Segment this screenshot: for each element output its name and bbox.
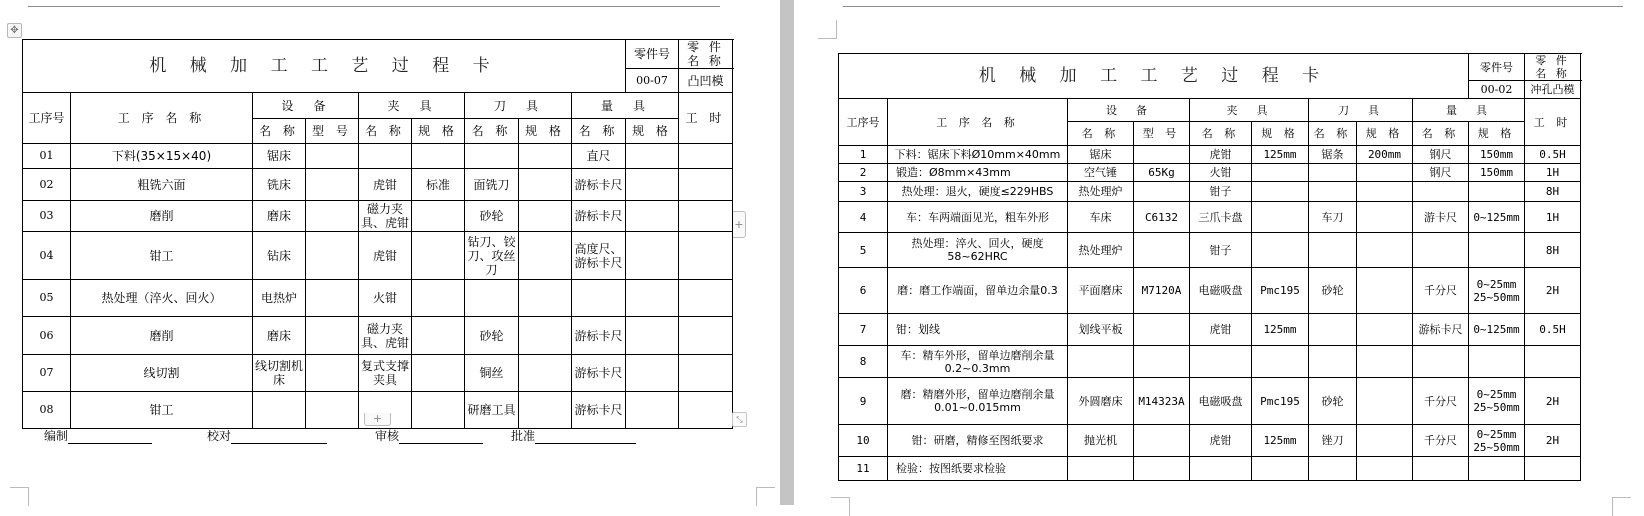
- cell-tl-spec: [519, 169, 572, 201]
- cell-step-no: 3: [839, 182, 888, 202]
- cell-gg-spec: [626, 201, 679, 232]
- cell-step-no: 7: [839, 314, 888, 346]
- cell-tl-spec: [519, 392, 572, 429]
- cell-fx-spec: [1252, 457, 1309, 481]
- cell-gg-spec: [1469, 233, 1525, 268]
- cell-eq-name: 磨床: [253, 201, 306, 232]
- cell-step-name: 热处理（淬火、回火）: [71, 280, 253, 317]
- signature-reviewed-label: 审核: [375, 429, 400, 443]
- cell-gg-spec: 0~25mm 25~50mm: [1469, 425, 1525, 457]
- cell-fx-name: 电磁吸盘: [1190, 378, 1252, 425]
- cell-eq-name: 钻床: [253, 232, 306, 280]
- table-row: [23, 169, 733, 201]
- cell-fx-spec: 125mm: [1252, 314, 1309, 346]
- cell-eq-model: 65Kg: [1134, 164, 1190, 182]
- cell-tl-name: 锉刀: [1309, 425, 1357, 457]
- cell-step-name: 热处理：退火，硬度≤229HBS: [888, 182, 1068, 202]
- cell-tl-spec: [1357, 182, 1413, 202]
- table-resize-icon[interactable]: ⤡: [732, 412, 747, 427]
- cell-gg-name: 钢尺: [1413, 146, 1469, 164]
- header-equipment: 设 备: [253, 93, 359, 119]
- part-no-value: 00-07: [626, 69, 679, 93]
- cell-hours: 8H: [1525, 233, 1581, 268]
- cell-eq-name: 空气锤: [1068, 164, 1134, 182]
- cell-fx-spec: 125mm: [1252, 425, 1309, 457]
- cell-gg-spec: 150mm: [1469, 164, 1525, 182]
- header-gg-name: 名 称: [1413, 122, 1469, 146]
- cell-eq-model: [1134, 425, 1190, 457]
- cell-step-name: 线切割: [71, 355, 253, 392]
- cell-fx-name: 磁力夹具、虎钳: [359, 317, 412, 355]
- cell-gg-name: 千分尺: [1413, 378, 1469, 425]
- cell-tl-name: 砂轮: [1309, 268, 1357, 314]
- cell-tl-name: 砂轮: [465, 317, 519, 355]
- cell-fx-name: [1190, 346, 1252, 378]
- cell-step-no: 1: [839, 146, 888, 164]
- cell-tl-spec: [1357, 346, 1413, 378]
- header-fx-name: 名 称: [1190, 122, 1252, 146]
- cell-eq-model: [306, 280, 359, 317]
- header-tl-name: 名 称: [1309, 122, 1357, 146]
- table-row: [23, 355, 733, 392]
- cell-tl-spec: [519, 355, 572, 392]
- cell-step-no: 03: [23, 201, 71, 232]
- cell-eq-model: [306, 355, 359, 392]
- cell-fx-name: 虎钳: [359, 169, 412, 201]
- cell-fx-name: 电磁吸盘: [1190, 268, 1252, 314]
- cell-hours: [679, 392, 733, 429]
- cell-gg-spec: [626, 280, 679, 317]
- cell-hours: [679, 280, 733, 317]
- cell-gg-name: 游标卡尺: [572, 317, 626, 355]
- cell-fx-name: 虎钳: [1190, 314, 1252, 346]
- cell-eq-model: M14323A: [1134, 378, 1190, 425]
- cell-gg-name: [1413, 182, 1469, 202]
- cell-eq-name: 划线平板: [1068, 314, 1134, 346]
- cell-tl-spec: [1357, 202, 1413, 233]
- part-no-value: 00-02: [1469, 81, 1525, 99]
- cell-tl-spec: [1357, 378, 1413, 425]
- table-row: [839, 425, 1581, 457]
- cell-eq-name: [1068, 346, 1134, 378]
- cell-eq-model: [306, 169, 359, 201]
- cell-gg-name: [1413, 346, 1469, 378]
- cell-eq-model: M7120A: [1134, 268, 1190, 314]
- cell-tl-name: [1309, 457, 1357, 481]
- cell-eq-model: [1134, 457, 1190, 481]
- table-row: [839, 202, 1581, 233]
- cell-hours: 2H: [1525, 425, 1581, 457]
- cell-eq-name: 电热炉: [253, 280, 306, 317]
- cell-step-no: 04: [23, 232, 71, 280]
- cell-fx-name: 钳子: [1190, 233, 1252, 268]
- cell-step-name: 钳：研磨，精修至图纸要求: [888, 425, 1068, 457]
- cell-tl-name: [1309, 233, 1357, 268]
- cell-hours: 8H: [1525, 182, 1581, 202]
- cell-eq-name: [253, 392, 306, 429]
- cell-step-no: 01: [23, 144, 71, 169]
- header-equipment: 设 备: [1068, 99, 1190, 122]
- header-tool: 刀 具: [465, 93, 572, 119]
- cell-hours: [679, 317, 733, 355]
- header-step-no: 工序号: [839, 99, 888, 146]
- cell-hours: 1H: [1525, 202, 1581, 233]
- page-separator: [780, 0, 794, 505]
- cell-gg-spec: [626, 232, 679, 280]
- cell-fx-name: 三爪卡盘: [1190, 202, 1252, 233]
- cell-step-no: 02: [23, 169, 71, 201]
- cell-fx-spec: 125mm: [1252, 146, 1309, 164]
- cell-gg-name: 钢尺: [1413, 164, 1469, 182]
- cell-eq-name: 磨床: [253, 317, 306, 355]
- part-no-label: 零件号: [626, 40, 679, 69]
- cell-tl-spec: [1357, 164, 1413, 182]
- cell-hours: 0.5H: [1525, 314, 1581, 346]
- cell-gg-name: 千分尺: [1413, 425, 1469, 457]
- cell-eq-model: [306, 144, 359, 169]
- cell-eq-model: [306, 232, 359, 280]
- cell-tl-name: [1309, 314, 1357, 346]
- cell-tl-name: 研磨工具: [465, 392, 519, 429]
- cell-hours: 2H: [1525, 378, 1581, 425]
- signature-approved: [511, 427, 636, 444]
- cell-gg-spec: 150mm: [1469, 146, 1525, 164]
- cell-tl-name: 锯条: [1309, 146, 1357, 164]
- cell-eq-name: 锯床: [1068, 146, 1134, 164]
- header-hours: 工 时: [1525, 99, 1581, 146]
- cell-step-name: 检验：按图纸要求检验: [888, 457, 1068, 481]
- signature-checked-label: 校对: [207, 429, 232, 443]
- cell-step-name: 钳工: [71, 232, 253, 280]
- cell-step-name: 粗铣六面: [71, 169, 253, 201]
- header-hours: 工 时: [679, 93, 733, 144]
- signature-prepared: [44, 427, 152, 444]
- cell-eq-model: [1134, 233, 1190, 268]
- cell-tl-spec: [519, 201, 572, 232]
- part-name-value: 凸凹模: [679, 69, 733, 93]
- header-gg-spec: 规 格: [626, 119, 679, 144]
- header-gg-name: 名 称: [572, 119, 626, 144]
- header-fixture: 夹 具: [1190, 99, 1309, 122]
- cell-fx-name: 火钳: [1190, 164, 1252, 182]
- signature-reviewed-line[interactable]: [399, 431, 483, 444]
- cell-fx-name: [359, 144, 412, 169]
- header-gauge: 量 具: [1413, 99, 1525, 122]
- cell-fx-name: 虎钳: [359, 232, 412, 280]
- cell-fx-name: 火钳: [359, 280, 412, 317]
- cell-eq-name: [1068, 457, 1134, 481]
- cell-gg-spec: [1469, 346, 1525, 378]
- cell-fx-spec: [412, 355, 465, 392]
- cell-gg-spec: [1469, 182, 1525, 202]
- cell-gg-spec: 0~25mm 25~50mm: [1469, 268, 1525, 314]
- header-fx-spec: 规 格: [1252, 122, 1309, 146]
- process-card-table-left: [22, 39, 733, 429]
- header-eq-name: 名 称: [253, 119, 306, 144]
- cell-fx-spec: [412, 201, 465, 232]
- cell-step-name: 钳工: [71, 392, 253, 429]
- cell-tl-name: 车刀: [1309, 202, 1357, 233]
- header-step-name: 工 序 名 称: [888, 99, 1068, 146]
- cell-gg-name: [1413, 233, 1469, 268]
- cell-step-no: 4: [839, 202, 888, 233]
- header-eq-name: 名 称: [1068, 122, 1134, 146]
- cell-step-name: 钳：划线: [888, 314, 1068, 346]
- table-row: [839, 378, 1581, 425]
- cell-tl-spec: [1357, 314, 1413, 346]
- cell-tl-spec: [519, 280, 572, 317]
- cell-gg-spec: [626, 317, 679, 355]
- cell-hours: [679, 201, 733, 232]
- cell-hours: [1525, 457, 1581, 481]
- part-name-label: 零 件 名 称: [679, 40, 733, 69]
- cell-fx-spec: [1252, 182, 1309, 202]
- margin-corner-mark: [831, 497, 850, 516]
- cell-hours: [679, 144, 733, 169]
- cell-tl-name: 钻刀、铰刀、攻丝刀: [465, 232, 519, 280]
- cell-eq-name: 锯床: [253, 144, 306, 169]
- cell-gg-spec: 0~125mm: [1469, 202, 1525, 233]
- header-step-no: 工序号: [23, 93, 71, 144]
- card-title: 机 械 加 工 工 艺 过 程 卡: [23, 40, 626, 93]
- process-card-table-right: [838, 53, 1581, 481]
- cell-hours: [679, 355, 733, 392]
- cell-eq-name: 车床: [1068, 202, 1134, 233]
- margin-corner-mark: [756, 487, 775, 506]
- margin-corner-mark: [10, 487, 29, 506]
- header-tl-spec: 规 格: [1357, 122, 1413, 146]
- cell-gg-name: 游标卡尺: [572, 169, 626, 201]
- cell-step-name: 车：精车外形，留单边磨削余量0.2~0.3mm: [888, 346, 1068, 378]
- cell-hours: [1525, 346, 1581, 378]
- cell-eq-name: 外圆磨床: [1068, 378, 1134, 425]
- cell-fx-spec: [412, 232, 465, 280]
- cell-gg-name: 高度尺、游标卡尺: [572, 232, 626, 280]
- cell-gg-name: 游标卡尺: [572, 201, 626, 232]
- cell-step-no: 9: [839, 378, 888, 425]
- cell-tl-spec: [519, 144, 572, 169]
- cell-step-name: 磨削: [71, 201, 253, 232]
- cell-eq-model: C6132: [1134, 202, 1190, 233]
- header-eq-model: 型 号: [1134, 122, 1190, 146]
- table-row: [839, 314, 1581, 346]
- cell-gg-spec: [626, 144, 679, 169]
- margin-corner-mark: [818, 20, 837, 39]
- signature-prepared-label: 编制: [44, 429, 69, 443]
- cell-hours: [679, 169, 733, 201]
- cell-gg-name: 游标卡尺: [1413, 314, 1469, 346]
- cell-fx-spec: [412, 317, 465, 355]
- add-row-button[interactable]: +: [364, 413, 391, 426]
- header-step-name: 工 序 名 称: [71, 93, 253, 144]
- add-column-button[interactable]: +: [733, 211, 746, 238]
- cell-step-name: 磨：磨工作端面，留单边余量0.3: [888, 268, 1068, 314]
- cell-step-no: 08: [23, 392, 71, 429]
- cell-fx-spec: 标准: [412, 169, 465, 201]
- table-row: [23, 280, 733, 317]
- cell-eq-name: 热处理炉: [1068, 233, 1134, 268]
- table-move-handle-icon[interactable]: ✥: [7, 23, 22, 38]
- header-tool: 刀 具: [1309, 99, 1413, 122]
- cell-eq-model: [1134, 182, 1190, 202]
- cell-step-no: 8: [839, 346, 888, 378]
- cell-step-no: 5: [839, 233, 888, 268]
- table-row: [839, 164, 1581, 182]
- cell-fx-name: [1190, 457, 1252, 481]
- cell-fx-spec: Pmc195: [1252, 268, 1309, 314]
- cell-step-name: 磨削: [71, 317, 253, 355]
- signature-approved-line[interactable]: [535, 431, 636, 444]
- card-title: 机 械 加 工 工 艺 过 程 卡: [839, 54, 1469, 99]
- cell-fx-spec: [1252, 233, 1309, 268]
- cell-gg-spec: [626, 392, 679, 429]
- cell-fx-spec: [1252, 164, 1309, 182]
- cell-tl-name: [1309, 346, 1357, 378]
- cell-eq-name: 铣床: [253, 169, 306, 201]
- cell-tl-spec: [1357, 425, 1413, 457]
- cell-gg-spec: [626, 169, 679, 201]
- signature-prepared-line[interactable]: [68, 431, 152, 444]
- table-row: [839, 268, 1581, 314]
- cell-gg-name: [1413, 457, 1469, 481]
- cell-tl-spec: [1357, 233, 1413, 268]
- cell-eq-model: [306, 201, 359, 232]
- cell-tl-spec: [519, 317, 572, 355]
- cell-hours: [679, 232, 733, 280]
- cell-tl-name: 面铣刀: [465, 169, 519, 201]
- cell-tl-name: [465, 144, 519, 169]
- cell-gg-name: [572, 280, 626, 317]
- cell-eq-name: 热处理炉: [1068, 182, 1134, 202]
- cell-fx-spec: Pmc195: [1252, 378, 1309, 425]
- table-row: [839, 182, 1581, 202]
- cell-tl-spec: [519, 232, 572, 280]
- header-eq-model: 型 号: [306, 119, 359, 144]
- cell-step-no: 05: [23, 280, 71, 317]
- cell-step-no: 10: [839, 425, 888, 457]
- cell-tl-spec: 200mm: [1357, 146, 1413, 164]
- cell-step-name: 下料(35×15×40): [71, 144, 253, 169]
- cell-tl-spec: [1357, 457, 1413, 481]
- cell-step-no: 07: [23, 355, 71, 392]
- signature-approved-label: 批准: [511, 429, 536, 443]
- header-tl-name: 名 称: [465, 119, 519, 144]
- document-page-left: [0, 0, 775, 505]
- cell-gg-spec: 0~25mm 25~50mm: [1469, 378, 1525, 425]
- cell-tl-name: [1309, 164, 1357, 182]
- part-no-label: 零件号: [1469, 54, 1525, 81]
- cell-gg-spec: [626, 355, 679, 392]
- table-row: [23, 144, 733, 169]
- cell-step-name: 磨：精磨外形，留单边磨削余量0.01~0.015mm: [888, 378, 1068, 425]
- cell-eq-model: [1134, 314, 1190, 346]
- cell-step-name: 热处理：淬火、回火，硬度58~62HRC: [888, 233, 1068, 268]
- table-row: [23, 201, 733, 232]
- cell-fx-spec: [412, 392, 465, 429]
- cell-eq-model: [306, 392, 359, 429]
- header-rule: [28, 6, 720, 7]
- cell-tl-name: [1309, 182, 1357, 202]
- signature-reviewed: [375, 427, 483, 444]
- cell-step-no: 6: [839, 268, 888, 314]
- cell-fx-name: 虎钳: [1190, 425, 1252, 457]
- signature-checked: [207, 427, 327, 444]
- cell-hours: 0.5H: [1525, 146, 1581, 164]
- header-rule: [843, 6, 1623, 7]
- cell-tl-spec: [1357, 268, 1413, 314]
- header-fx-name: 名 称: [359, 119, 412, 144]
- cell-fx-name: 磁力夹具、虎钳: [359, 201, 412, 232]
- cell-gg-name: 直尺: [572, 144, 626, 169]
- header-gauge: 量 具: [572, 93, 679, 119]
- cell-eq-model: [1134, 346, 1190, 378]
- header-fixture: 夹 具: [359, 93, 465, 119]
- cell-tl-name: 铜丝: [465, 355, 519, 392]
- part-name-value: 冲孔凸模: [1525, 81, 1581, 99]
- cell-fx-name: 钳子: [1190, 182, 1252, 202]
- cell-gg-spec: 0~125mm: [1469, 314, 1525, 346]
- signature-checked-line[interactable]: [231, 431, 327, 444]
- cell-fx-spec: [1252, 202, 1309, 233]
- cell-fx-spec: [412, 144, 465, 169]
- cell-fx-name: 复式支撑夹具: [359, 355, 412, 392]
- cell-tl-name: 砂轮: [465, 201, 519, 232]
- table-row: [23, 232, 733, 280]
- cell-gg-name: 游标卡尺: [572, 355, 626, 392]
- cell-step-name: 下料：锯床下料Ø10mm×40mm: [888, 146, 1068, 164]
- cell-hours: 1H: [1525, 164, 1581, 182]
- table-row: [23, 317, 733, 355]
- cell-gg-name: 游卡尺: [1413, 202, 1469, 233]
- cell-fx-spec: [412, 280, 465, 317]
- cell-step-no: 11: [839, 457, 888, 481]
- cell-hours: 2H: [1525, 268, 1581, 314]
- cell-fx-spec: [1252, 346, 1309, 378]
- table-row: [839, 233, 1581, 268]
- cell-step-no: 2: [839, 164, 888, 182]
- header-tl-spec: 规 格: [519, 119, 572, 144]
- margin-corner-mark: [1612, 497, 1631, 516]
- cell-eq-name: 线切割机床: [253, 355, 306, 392]
- cell-gg-name: 千分尺: [1413, 268, 1469, 314]
- cell-step-no: 06: [23, 317, 71, 355]
- cell-eq-name: 抛光机: [1068, 425, 1134, 457]
- table-row: [839, 346, 1581, 378]
- header-gg-spec: 规 格: [1469, 122, 1525, 146]
- cell-step-name: 车：车两端面见光，粗车外形: [888, 202, 1068, 233]
- table-row: [839, 146, 1581, 164]
- cell-eq-name: 平面磨床: [1068, 268, 1134, 314]
- cell-eq-model: [306, 317, 359, 355]
- cell-tl-name: [465, 280, 519, 317]
- cell-gg-spec: [1469, 457, 1525, 481]
- table-row: [839, 457, 1581, 481]
- cell-step-name: 锻造：Ø8mm×43mm: [888, 164, 1068, 182]
- cell-tl-name: 砂轮: [1309, 378, 1357, 425]
- cell-gg-name: 游标卡尺: [572, 392, 626, 429]
- cell-fx-name: 虎钳: [1190, 146, 1252, 164]
- part-name-label: 零 件 名 称: [1525, 54, 1581, 81]
- header-fx-spec: 规 格: [412, 119, 465, 144]
- cell-eq-model: [1134, 146, 1190, 164]
